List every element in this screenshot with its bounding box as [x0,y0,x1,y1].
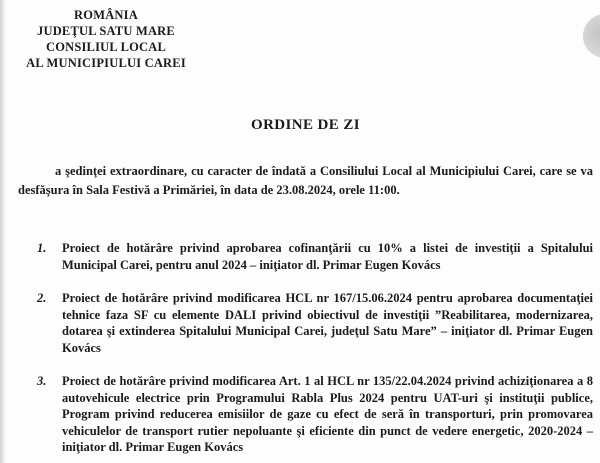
agenda-item-3 [18,373,593,456]
letterhead-country: ROMÂNIA [74,8,138,22]
letterhead-council: CONSILIUL LOCAL [45,40,167,54]
agenda-item-3-text: Proiect de hotărâre privind modificarea Art. 1 al HCL nr 135/22.04.2024 privind achiziţionarea a 8 autovehicule electrice prin Programului Rabla Plus 2024 pentru UAT-uri şi instituţii publice, Program privind reducerea emisiilor de gaze cu efect de seră în transporturi, prin promovarea vehiculelor de transport rutier nepoluante şi eficiente din punct de vedere energetic, 2020-2024 – iniţiator dl. Primar Eugen Kovács [62,374,593,454]
agenda-item-2-number: 2. [37,291,47,305]
letterhead-county: JUDEŢUL SATU MARE [37,24,175,38]
intro-paragraph: a şedinţei extraordinare, cu caracter de îndată a Consiliului Local al Municipiului Carei, care se va desfăşura în Sala Festivă a Primăriei, în data de 23.08.2024, orele 11:00. [18,164,593,197]
letterhead-municipality: AL MUNICIPIULUI CAREI [26,56,186,70]
agenda-item-1 [18,240,593,273]
agenda-item-2-text: Proiect de hotărâre privind modificarea HCL nr 167/15.06.2024 pentru aprobarea documentaţiei tehnice faza SF cu elemente DALI privind obiectivul de investiţii ”Reabilitarea, modernizarea, dotarea şi extinderea Spitalului Municipal Carei, judeţul Satu Mare” – iniţiator dl. Primar Eugen Kovács [62,291,593,355]
agenda-item-1-number: 1. [37,241,47,255]
agenda-list [18,240,593,456]
page-title: ORDINE DE ZI [251,117,360,133]
agenda-item-2 [18,290,593,356]
letterhead [18,7,194,71]
agenda-item-3-number: 3. [37,374,47,388]
agenda-item-1-text: Proiect de hotărâre privind aprobarea cofinanţării cu 10% a listei de investiţii a Spitalului Municipal Carei, pentru anul 2024 – iniţiator dl. Primar Eugen Kovács [62,241,593,272]
